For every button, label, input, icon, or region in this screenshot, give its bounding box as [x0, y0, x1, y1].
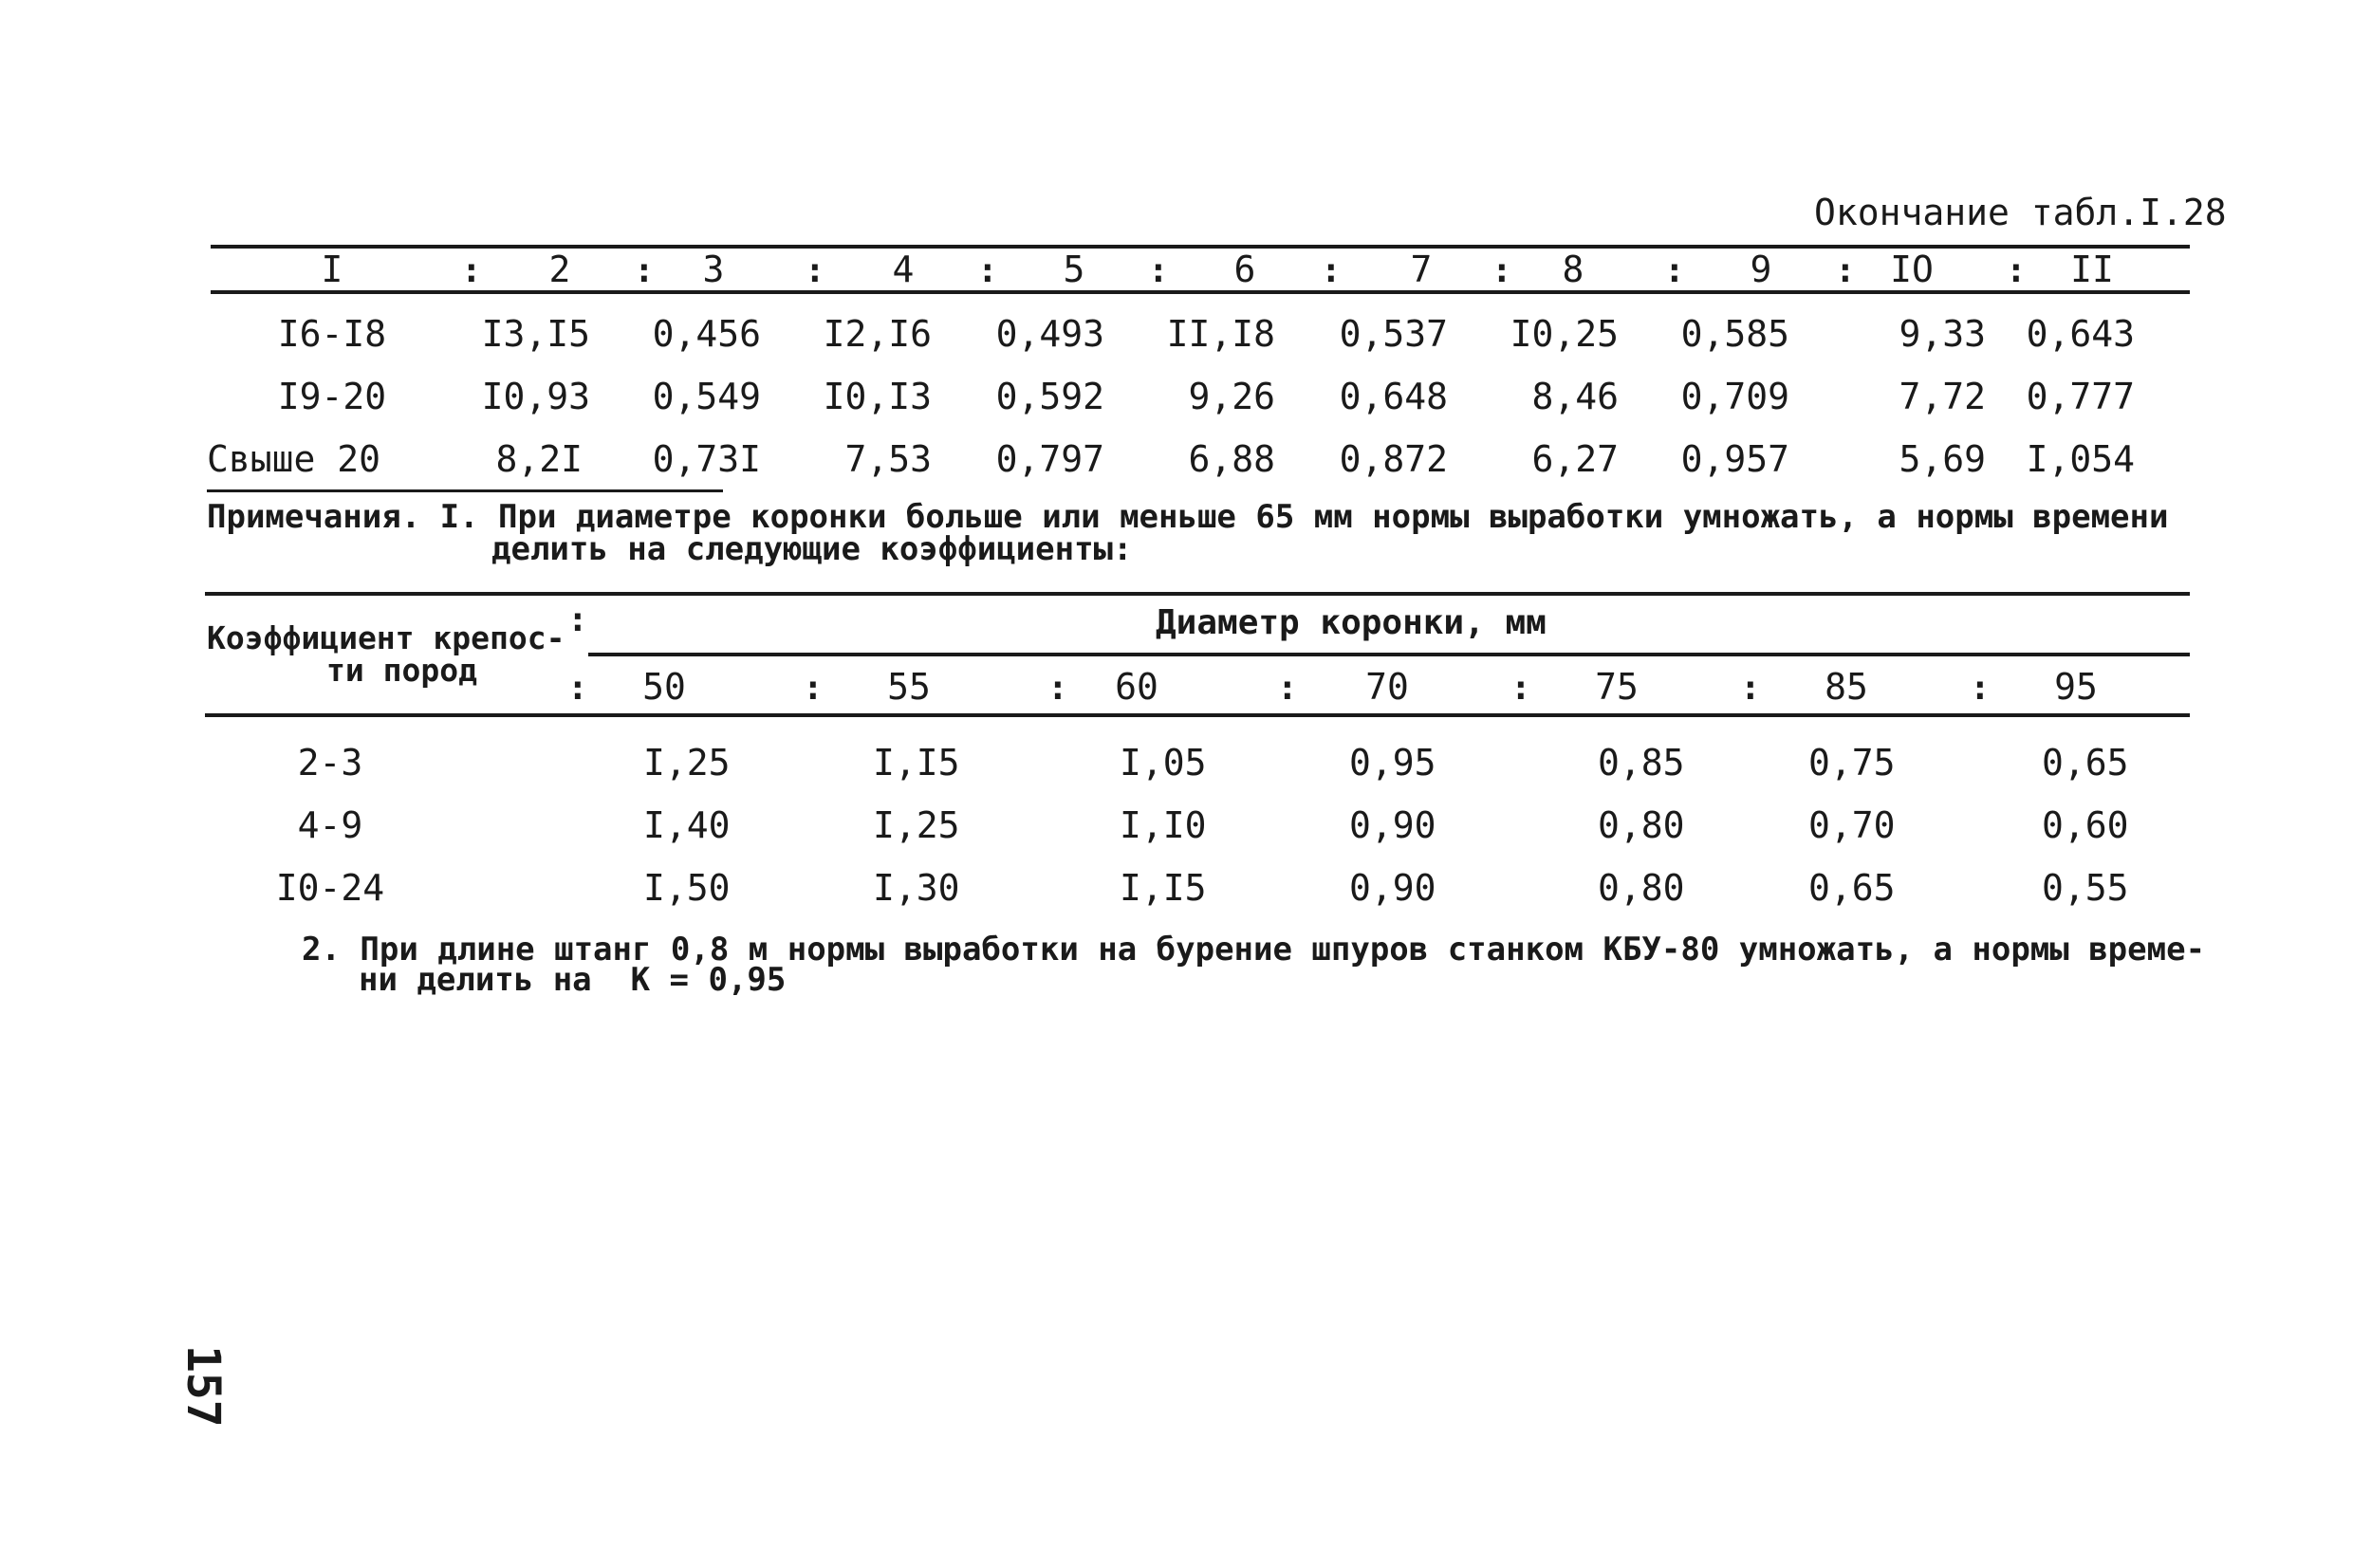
table-cell: I3,I5: [481, 313, 590, 355]
column-separator: :: [2006, 251, 2027, 290]
note-underline: [207, 489, 723, 492]
table-cell: 0,493: [995, 313, 1104, 355]
column-separator: :: [461, 251, 482, 290]
row-header-line-1: Коэффициент крепос-: [207, 619, 565, 656]
table-2-header-rule: [205, 713, 2190, 717]
table-1-header-cell: 4: [892, 249, 915, 290]
column-separator: :: [1491, 251, 1512, 290]
table-cell: 9,26: [1188, 376, 1275, 417]
table-1-header-cell: 9: [1750, 249, 1772, 290]
table-caption: Окончание табл.I.28: [1814, 192, 2227, 233]
table-cell: 5,69: [1899, 438, 1986, 480]
table-cell: I0,25: [1510, 313, 1619, 355]
table-cell: 0,73I: [652, 438, 761, 480]
table-cell: 0,85: [1598, 742, 1685, 784]
table-2-header-cell: 95: [2054, 666, 2098, 708]
column-separator: :: [1321, 251, 1342, 290]
column-separator: :: [567, 669, 588, 708]
page-number: 157: [176, 1345, 230, 1428]
table-cell: I9-20: [277, 376, 387, 417]
table-cell: 9,33: [1899, 313, 1986, 355]
table-cell: 0,957: [1680, 438, 1789, 480]
table-cell: 0,60: [2042, 804, 2129, 846]
column-separator: :: [1740, 669, 1761, 708]
table-1-header-cell: 6: [1233, 249, 1256, 290]
table-1-header-cell: IO: [1890, 249, 1934, 290]
table-2-header-cell: 75: [1595, 666, 1639, 708]
table-cell: Свыше 20: [207, 438, 381, 480]
note-1-line-1: Примечания. I. При диаметре коронки больше или меньше 65 мм нормы выработки умножать, а нормы времени: [207, 498, 2169, 536]
table-cell: 0,90: [1349, 867, 1436, 909]
column-separator: :: [1148, 251, 1169, 290]
column-separator: :: [567, 600, 588, 639]
table-cell: 8,46: [1531, 376, 1619, 417]
table-cell: 0,592: [995, 376, 1104, 417]
table-cell: I,I5: [1120, 867, 1207, 909]
table-cell: 6,27: [1531, 438, 1619, 480]
table-cell: 0,65: [2042, 742, 2129, 784]
table-cell: 4-9: [297, 804, 363, 846]
row-header-line-2: ти пород: [326, 652, 477, 689]
table-1-header-cell: 5: [1063, 249, 1085, 290]
table-cell: 8,2I: [495, 438, 583, 480]
table-cell: I,054: [2026, 438, 2135, 480]
table-cell: I,40: [643, 804, 731, 846]
column-separator: :: [1835, 251, 1856, 290]
note-2-line-1: 2. При длине штанг 0,8 м нормы выработки на бурение шпуров станком КБУ-80 умножать, а нормы време-: [302, 931, 2206, 968]
table-cell: 0,55: [2042, 867, 2129, 909]
table-1-header-cell: 2: [548, 249, 571, 290]
column-separator: :: [803, 669, 824, 708]
table-2-group-rule: [588, 653, 2190, 656]
table-cell: I6-I8: [277, 313, 387, 355]
column-separator: :: [1047, 669, 1068, 708]
table-cell: I0,I3: [823, 376, 932, 417]
table-cell: I,05: [1120, 742, 1207, 784]
table-cell: 0,75: [1808, 742, 1896, 784]
table-1-header-cell: 7: [1410, 249, 1433, 290]
table-cell: 0,537: [1339, 313, 1448, 355]
table-cell: I,25: [643, 742, 731, 784]
table-cell: I,25: [873, 804, 960, 846]
table-2-header-cell: 50: [642, 666, 686, 708]
table-2-header-cell: 55: [887, 666, 931, 708]
table-cell: 7,53: [844, 438, 932, 480]
table-1-header-cell: 8: [1562, 249, 1584, 290]
column-separator: :: [1277, 669, 1298, 708]
table-cell: 0,549: [652, 376, 761, 417]
table-cell: I2,I6: [823, 313, 932, 355]
table-1-header-cell: II: [2070, 249, 2114, 290]
table-cell: 0,70: [1808, 804, 1896, 846]
table-cell: 0,456: [652, 313, 761, 355]
table-2-header-cell: 70: [1365, 666, 1409, 708]
table-cell: 0,90: [1349, 804, 1436, 846]
group-header: Диаметр коронки, мм: [1156, 603, 1547, 642]
table-cell: I0,93: [481, 376, 590, 417]
table-cell: 0,80: [1598, 867, 1685, 909]
table-cell: 0,65: [1808, 867, 1896, 909]
column-separator: :: [977, 251, 998, 290]
table-cell: I0-24: [275, 867, 385, 909]
column-separator: :: [1510, 669, 1531, 708]
column-separator: :: [634, 251, 655, 290]
table-cell: II,I8: [1166, 313, 1275, 355]
table-cell: 0,777: [2026, 376, 2135, 417]
table-cell: 0,797: [995, 438, 1104, 480]
column-separator: :: [1970, 669, 1991, 708]
table-2-header-cell: 60: [1115, 666, 1158, 708]
note-2-line-2: ни делить на К = 0,95: [359, 961, 787, 999]
table-cell: 0,643: [2026, 313, 2135, 355]
table-cell: I,50: [643, 867, 731, 909]
table-2-header-cell: 85: [1825, 666, 1868, 708]
table-1-header-cell: 3: [702, 249, 725, 290]
table-cell: 0,585: [1680, 313, 1789, 355]
table-2-top-rule: [205, 592, 2190, 596]
table-1-header-rule: [211, 290, 2190, 294]
table-cell: I,30: [873, 867, 960, 909]
table-cell: 0,648: [1339, 376, 1448, 417]
note-1-line-2: делить на следующие коэффициенты:: [491, 530, 1133, 568]
table-cell: I,I5: [873, 742, 960, 784]
column-separator: :: [805, 251, 825, 290]
table-cell: 0,709: [1680, 376, 1789, 417]
table-cell: 2-3: [297, 742, 363, 784]
table-cell: 7,72: [1899, 376, 1986, 417]
table-cell: 0,95: [1349, 742, 1436, 784]
table-cell: 0,872: [1339, 438, 1448, 480]
table-cell: 6,88: [1188, 438, 1275, 480]
column-separator: :: [1664, 251, 1685, 290]
table-cell: 0,80: [1598, 804, 1685, 846]
table-cell: I,I0: [1120, 804, 1207, 846]
table-1-header-cell: I: [321, 249, 343, 290]
